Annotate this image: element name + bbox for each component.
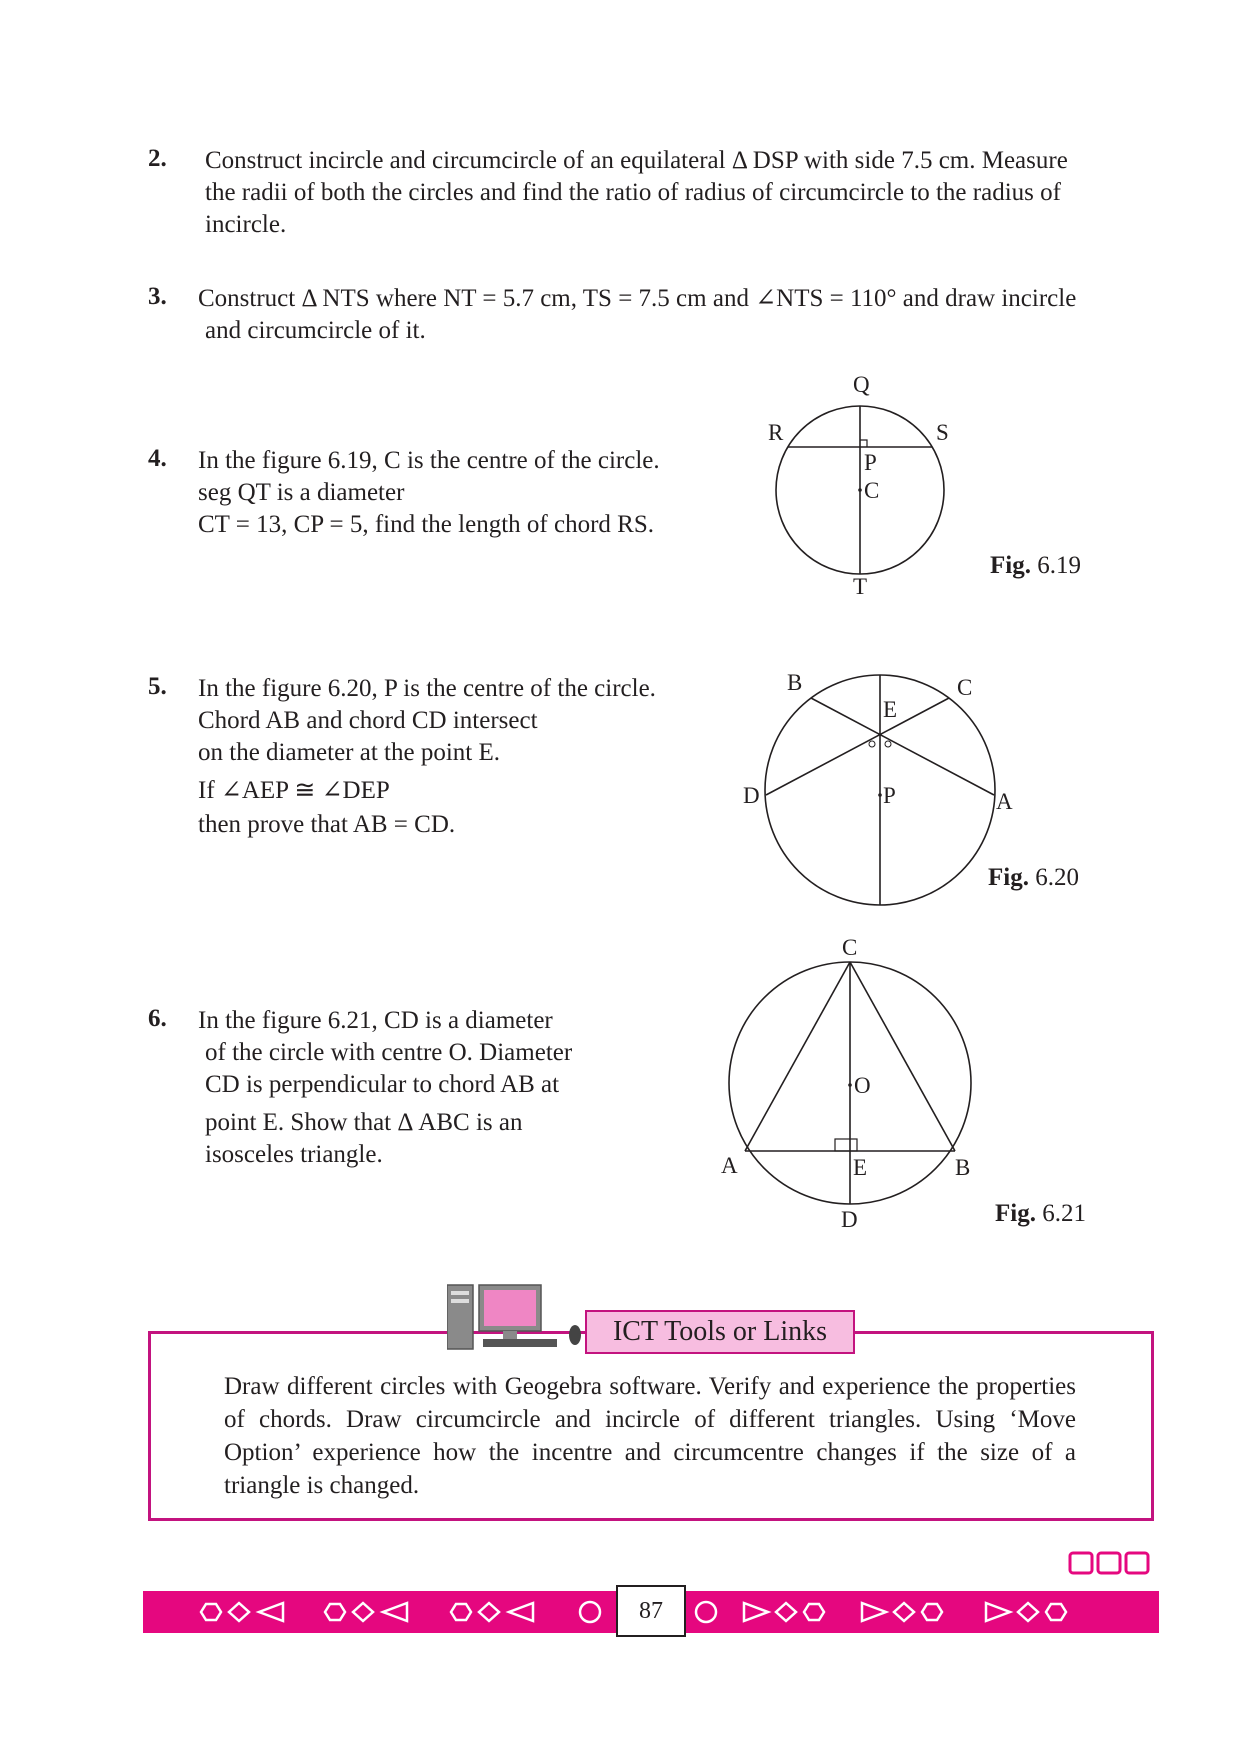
- right-angle-mark: [860, 440, 867, 447]
- question-line: In the figure 6.20, P is the centre of the circle.: [198, 675, 656, 702]
- right-angle-mark: [835, 1139, 857, 1151]
- label-e: E: [853, 1155, 868, 1180]
- question-number: 2.: [148, 145, 167, 172]
- computer-icon: [447, 1283, 587, 1353]
- question-line: and circumcircle of it.: [205, 317, 426, 344]
- label-p: P: [864, 450, 877, 475]
- label-d: D: [743, 783, 760, 808]
- question-line: CT = 13, CP = 5, find the length of chord RS.: [198, 511, 654, 538]
- question-line: In the figure 6.19, C is the centre of the circle.: [198, 447, 660, 474]
- question-line: Construct Δ NTS where NT = 5.7 cm, TS = 7.5 cm and ∠NTS = 110° and draw incircle: [198, 285, 1077, 312]
- centre-dot: [878, 793, 882, 797]
- question-line: of the circle with centre O. Diameter: [205, 1039, 573, 1066]
- question-number: 4.: [148, 445, 167, 472]
- label-r: R: [768, 420, 784, 445]
- label-b: B: [955, 1155, 971, 1180]
- side-ca: [745, 962, 850, 1151]
- question-line: on the diameter at the point E.: [198, 739, 500, 766]
- footer-left-ornament-icon: [195, 1597, 610, 1627]
- centre-dot: [858, 488, 862, 492]
- label-a: A: [996, 789, 1013, 814]
- figure-6-21: [715, 935, 985, 1235]
- caption-bold: Fig.: [995, 1200, 1036, 1227]
- label-c: C: [864, 478, 880, 503]
- caption-number: 6.19: [1037, 552, 1081, 579]
- caption-number: 6.21: [1042, 1200, 1086, 1227]
- question-line: incircle.: [205, 211, 287, 238]
- figure-caption-6-19: [990, 552, 1081, 580]
- ict-text: Draw different circles with Geogebra software. Verify and experience the properties of chords. Draw circumcircle and incircle of different triangles. Using ‘Move Option’ experience how the incentre and circumcentre changes if the size of a triangle is changed.: [224, 1373, 1076, 1499]
- angle-mark: [869, 741, 875, 747]
- label-d: D: [841, 1207, 858, 1232]
- page-number: 87: [616, 1585, 686, 1637]
- question-number: 6.: [148, 1005, 167, 1032]
- footer-right-ornament-icon: [692, 1597, 1102, 1627]
- chord-ab: [811, 698, 994, 795]
- question-line: the radii of both the circles and find the ratio of radius of circumcircle to the radius of: [205, 179, 1061, 206]
- label-b: B: [787, 670, 803, 695]
- chord-cd: [766, 698, 949, 795]
- label-o: O: [854, 1073, 871, 1098]
- centre-dot: [848, 1083, 852, 1087]
- question-line: Chord AB and chord CD intersect: [198, 707, 538, 734]
- label-c: C: [842, 935, 858, 960]
- question-line: In the figure 6.21, CD is a diameter: [198, 1007, 553, 1034]
- question-number: 5.: [148, 673, 167, 700]
- label-t: T: [853, 574, 868, 599]
- question-line: Construct incircle and circumcircle of an equilateral Δ DSP with side 7.5 cm. Measure: [205, 147, 1068, 174]
- question-line: If ∠AEP ≅ ∠DEP: [198, 777, 390, 804]
- question-line: then prove that AB = CD.: [198, 811, 456, 838]
- end-marker-icon: [1068, 1550, 1154, 1578]
- figure-6-19: [760, 370, 970, 610]
- label-e: E: [883, 697, 898, 722]
- side-cb: [850, 962, 955, 1151]
- question-line: point E. Show that Δ ABC is an: [205, 1109, 523, 1136]
- question-line: seg QT is a diameter: [198, 479, 405, 506]
- label-s: S: [936, 420, 949, 445]
- label-a: A: [721, 1153, 738, 1178]
- caption-bold: Fig.: [990, 552, 1031, 579]
- caption-number: 6.20: [1035, 864, 1079, 891]
- question-line: CD is perpendicular to chord AB at: [205, 1071, 560, 1098]
- label-q: Q: [853, 372, 870, 397]
- caption-bold: Fig.: [988, 864, 1029, 891]
- ict-title: ICT Tools or Links: [585, 1310, 855, 1354]
- label-c: C: [957, 675, 973, 700]
- angle-mark: [885, 741, 891, 747]
- label-p: P: [883, 783, 896, 808]
- figure-caption-6-21: [995, 1200, 1086, 1228]
- question-number: 3.: [148, 283, 167, 310]
- question-line: isosceles triangle.: [205, 1141, 383, 1168]
- figure-6-20: [735, 665, 1025, 915]
- figure-caption-6-20: [988, 864, 1079, 892]
